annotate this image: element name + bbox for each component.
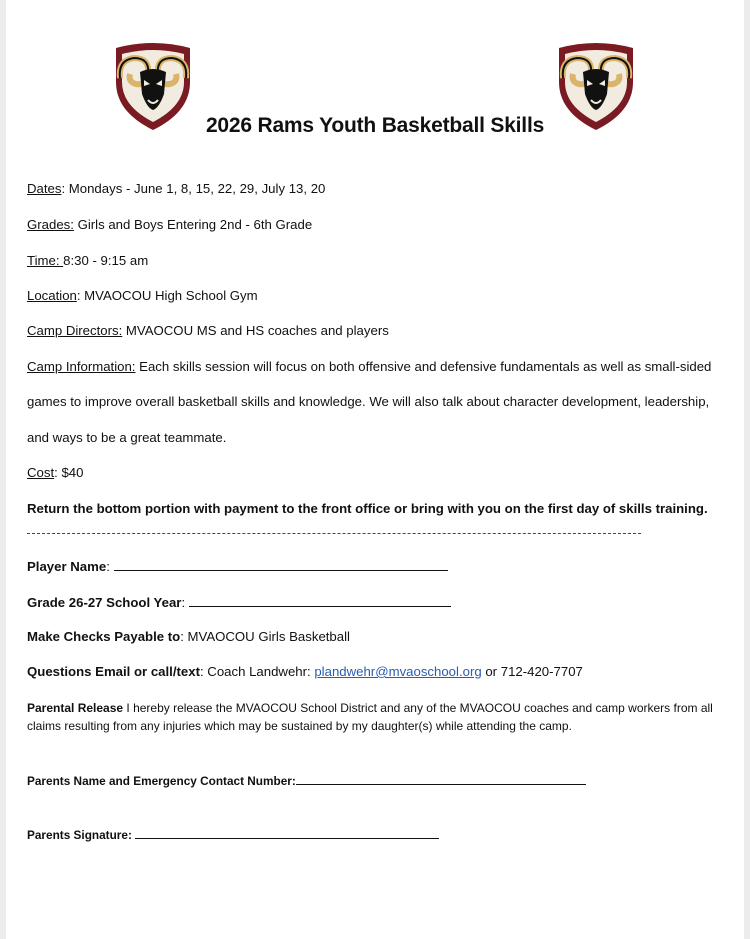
- directors-label: Camp Directors:: [27, 323, 123, 338]
- questions-suffix: or 712-420-7707: [481, 664, 583, 679]
- checks-value: : MVAOCOU Girls Basketball: [180, 629, 350, 644]
- info-line-2: games to improve overall basketball skills and knowledge. We will also talk about character development, leadership,: [27, 394, 710, 409]
- parents-contact-line: [27, 772, 586, 788]
- time-value: 8:30 - 9:15 am: [63, 253, 149, 268]
- cost-value: : $40: [54, 465, 84, 480]
- parents-contact-label: Parents Name and Emergency Contact Number:: [27, 774, 296, 788]
- info-line-1: [27, 359, 711, 374]
- email-link[interactable]: plandwehr@mvaoschool.org: [314, 664, 482, 679]
- time-label: Time:: [27, 253, 64, 268]
- parents-signature-field[interactable]: [135, 826, 439, 839]
- return-note: Return the bottom portion with payment to the front office or bring with you on the first day of skills training.: [27, 501, 708, 516]
- player-name-label: Player Name: [27, 559, 107, 574]
- player-name-line: [27, 558, 448, 574]
- questions-line: [27, 664, 583, 679]
- parents-signature-label: Parents Signature:: [27, 828, 136, 842]
- grades-value: Girls and Boys Entering 2nd - 6th Grade: [73, 217, 313, 232]
- checks-line: [27, 629, 350, 644]
- grade-year-line: [27, 594, 451, 610]
- grade-year-label: Grade 26-27 School Year: [27, 595, 182, 610]
- cost-line: [27, 465, 83, 480]
- dates-value: : Mondays - June 1, 8, 15, 22, 29, July 13, 20: [61, 181, 326, 196]
- time-line: [27, 253, 148, 268]
- flyer-page: [6, 0, 744, 939]
- flyer-title: 2026 Rams Youth Basketball Skills: [205, 114, 545, 137]
- parental-release: [27, 699, 727, 735]
- dates-label: Dates: [27, 181, 62, 196]
- grade-year-colon: :: [181, 595, 189, 610]
- info-text-1: Each skills session will focus on both offensive and defensive fundamentals as well as small-sided: [135, 359, 712, 374]
- player-name-colon: :: [106, 559, 114, 574]
- cut-line: [27, 533, 641, 534]
- release-text: I hereby release the MVAOCOU School District and any of the MVAOCOU coaches and camp workers from all claims resulting from any injuries which may be sustained by my daughter(s) while attending the camp.: [27, 701, 713, 733]
- player-name-field[interactable]: [114, 558, 448, 571]
- location-value: : MVAOCOU High School Gym: [76, 288, 258, 303]
- questions-prefix: : Coach Landwehr:: [199, 664, 315, 679]
- checks-label: Make Checks Payable to: [27, 629, 181, 644]
- grades-line: [27, 217, 312, 232]
- dates-line: [27, 181, 325, 196]
- location-label: Location: [27, 288, 77, 303]
- location-line: [27, 288, 258, 303]
- grade-year-field[interactable]: [189, 594, 451, 607]
- parents-contact-field[interactable]: [296, 772, 586, 785]
- cost-label: Cost: [27, 465, 55, 480]
- release-label: Parental Release: [27, 701, 124, 715]
- grades-label: Grades:: [27, 217, 74, 232]
- info-label: Camp Information:: [27, 359, 136, 374]
- info-line-3: and ways to be a great teammate.: [27, 430, 227, 445]
- directors-value: MVAOCOU MS and HS coaches and players: [122, 323, 389, 338]
- directors-line: [27, 323, 389, 338]
- questions-label: Questions Email or call/text: [27, 664, 200, 679]
- parents-signature-line: [27, 826, 439, 842]
